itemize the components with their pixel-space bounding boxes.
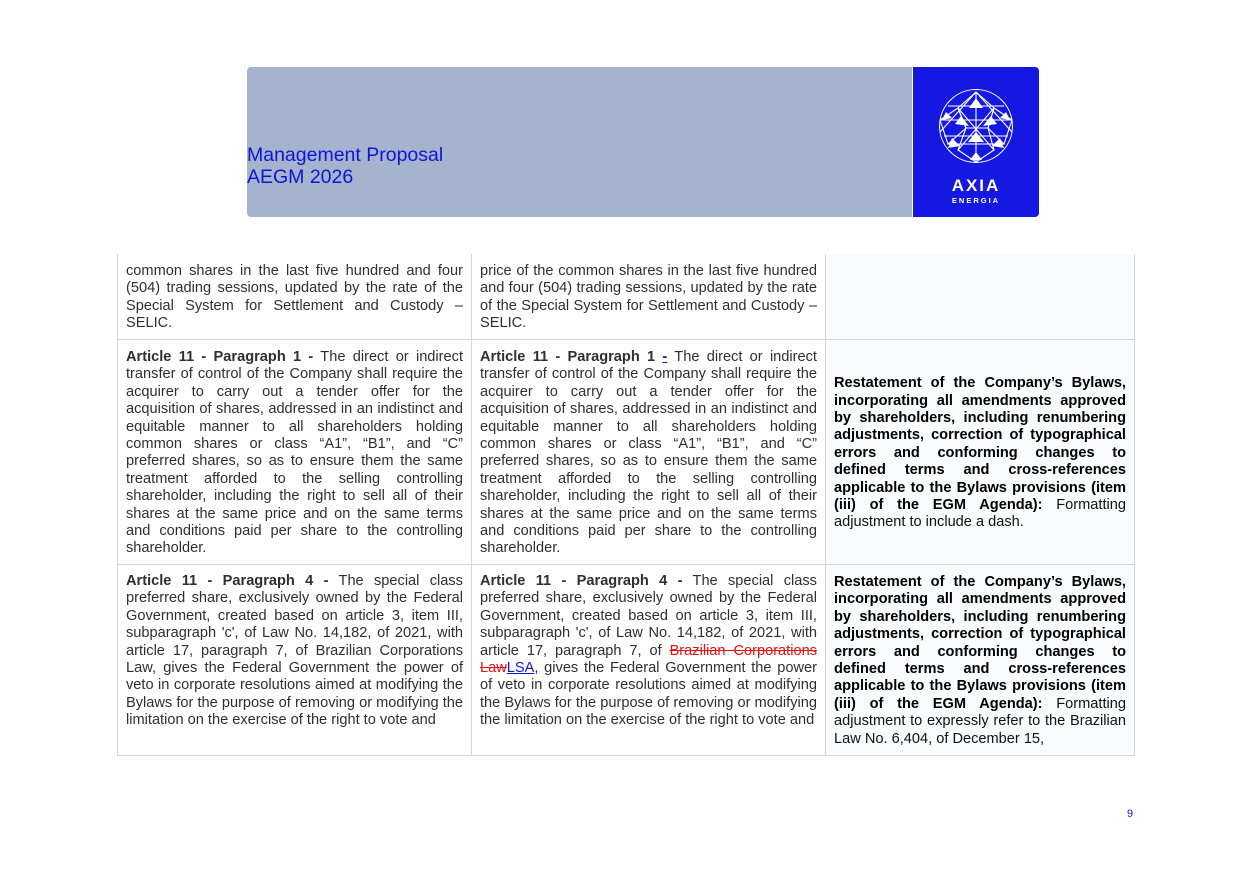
article-heading: Article 11 - Paragraph 1 xyxy=(480,349,663,365)
justification-heading: Restatement of the Company’s Bylaws, incorporating all amendments approved by shareholders, including renumbering adjustments, correction of typographical errors and conforming changes to defined terms and cross-references applicable to the Bylaws provisions (item (iii) of the EGM Agenda): xyxy=(834,574,1126,712)
proposed-text-cell: price of the common shares in the last five hundred and four (504) trading sessions, updated by the rate of the Special System for Settlement and Custody – SELIC. xyxy=(472,254,826,340)
justification-heading: Restatement of the Company’s Bylaws, incorporating all amendments approved by shareholders, including renumbering adjustments, correction of typographical errors and conforming changes to defined terms and cross-references applicable to the Bylaws provisions (item (iii) of the EGM Agenda): xyxy=(834,375,1126,514)
proposed-text-cell xyxy=(472,340,826,565)
article-heading: Article 11 - Paragraph 4 - xyxy=(126,573,329,589)
article-text: The special class preferred share, exclusively owned by the Federal Government, created based on article 3, item III, subparagraph 'c', of Law No. 14,182, of 2021, with article 17, paragraph 7, of Brazilian Corporations Law, gives the Federal Government the power of veto in corporate resolutions aimed at modifying the Bylaws for the purpose of removing or modifying the limitation on the exercise of the right to vote and xyxy=(126,573,463,729)
document-title xyxy=(247,144,443,188)
justification-text: Formatting adjustment to include a dash. xyxy=(834,497,1126,531)
logo-wordmark: AXIA xyxy=(951,176,1001,195)
globe-icon xyxy=(936,88,1016,164)
current-text-cell xyxy=(118,340,472,565)
justification-cell xyxy=(826,565,1135,756)
comparison-table xyxy=(117,254,1135,756)
deleted-text: Brazilian Corporations Law xyxy=(480,642,817,677)
logo-subtitle: ENERGIA xyxy=(951,196,1001,205)
justification-cell xyxy=(826,340,1135,565)
current-text-cell xyxy=(118,565,472,756)
article-text: The direct or indirect transfer of control of the Company shall require the acquirer to carry out a tender offer for the acquisition of shares, addressed in an indistinct and equitable manner to all shareholders holding common shares or class “A1”, “B1”, and “C” preferred shares, so as to ensure them the same treatment afforded to the selling controlling shareholder, including the right to sell all of their shares at the same price and on the same terms and conditions paid per share to the controlling shareholder. xyxy=(126,349,463,557)
article-heading: Article 11 - Paragraph 1 - xyxy=(126,349,314,365)
justification-text: Formatting adjustment to expressly refer to the Brazilian Law No. 6,404, of December 15, xyxy=(834,695,1126,747)
table-row xyxy=(118,340,1135,565)
inserted-text: - xyxy=(662,349,668,365)
justification-cell xyxy=(826,254,1135,340)
title-line-2: AEGM 2026 xyxy=(247,166,354,188)
proposed-text-cell xyxy=(472,565,826,756)
article-text: The direct or indirect transfer of control of the Company shall require the acquirer to carry out a tender offer for the acquisition of shares, addressed in an indistinct and equitable manner to all shareholders holding common shares or class “A1”, “B1”, and “C” preferred shares, so as to ensure them the same treatment afforded to the selling controlling shareholder, including the right to sell all of their shares at the same price and on the same terms and conditions paid per share to the controlling shareholder. xyxy=(480,349,817,557)
company-logo xyxy=(913,67,1039,217)
header-band xyxy=(247,67,912,217)
article-heading: Article 11 - Paragraph 4 - xyxy=(480,573,683,589)
table-row xyxy=(118,254,1135,340)
title-line-1: Management Proposal xyxy=(247,144,444,166)
page-number: 9 xyxy=(1127,808,1134,820)
inserted-text: LSA xyxy=(506,660,535,677)
table-row xyxy=(118,565,1135,756)
article-text: The special class preferred share, exclusively owned by the Federal Government, created based on article 3, item III, subparagraph 'c', of Law No. 14,182, of 2021, with article 17, paragraph 7, of xyxy=(480,573,817,659)
current-text-cell: common shares in the last five hundred and four (504) trading sessions, updated by the rate of the Special System for Settlement and Custody – SELIC. xyxy=(118,254,472,340)
article-text-continued: , gives the Federal Government the power of veto in corporate resolutions aimed at modifying the Bylaws for the purpose of removing or modifying the limitation on the exercise of the right to vote and xyxy=(480,660,817,729)
